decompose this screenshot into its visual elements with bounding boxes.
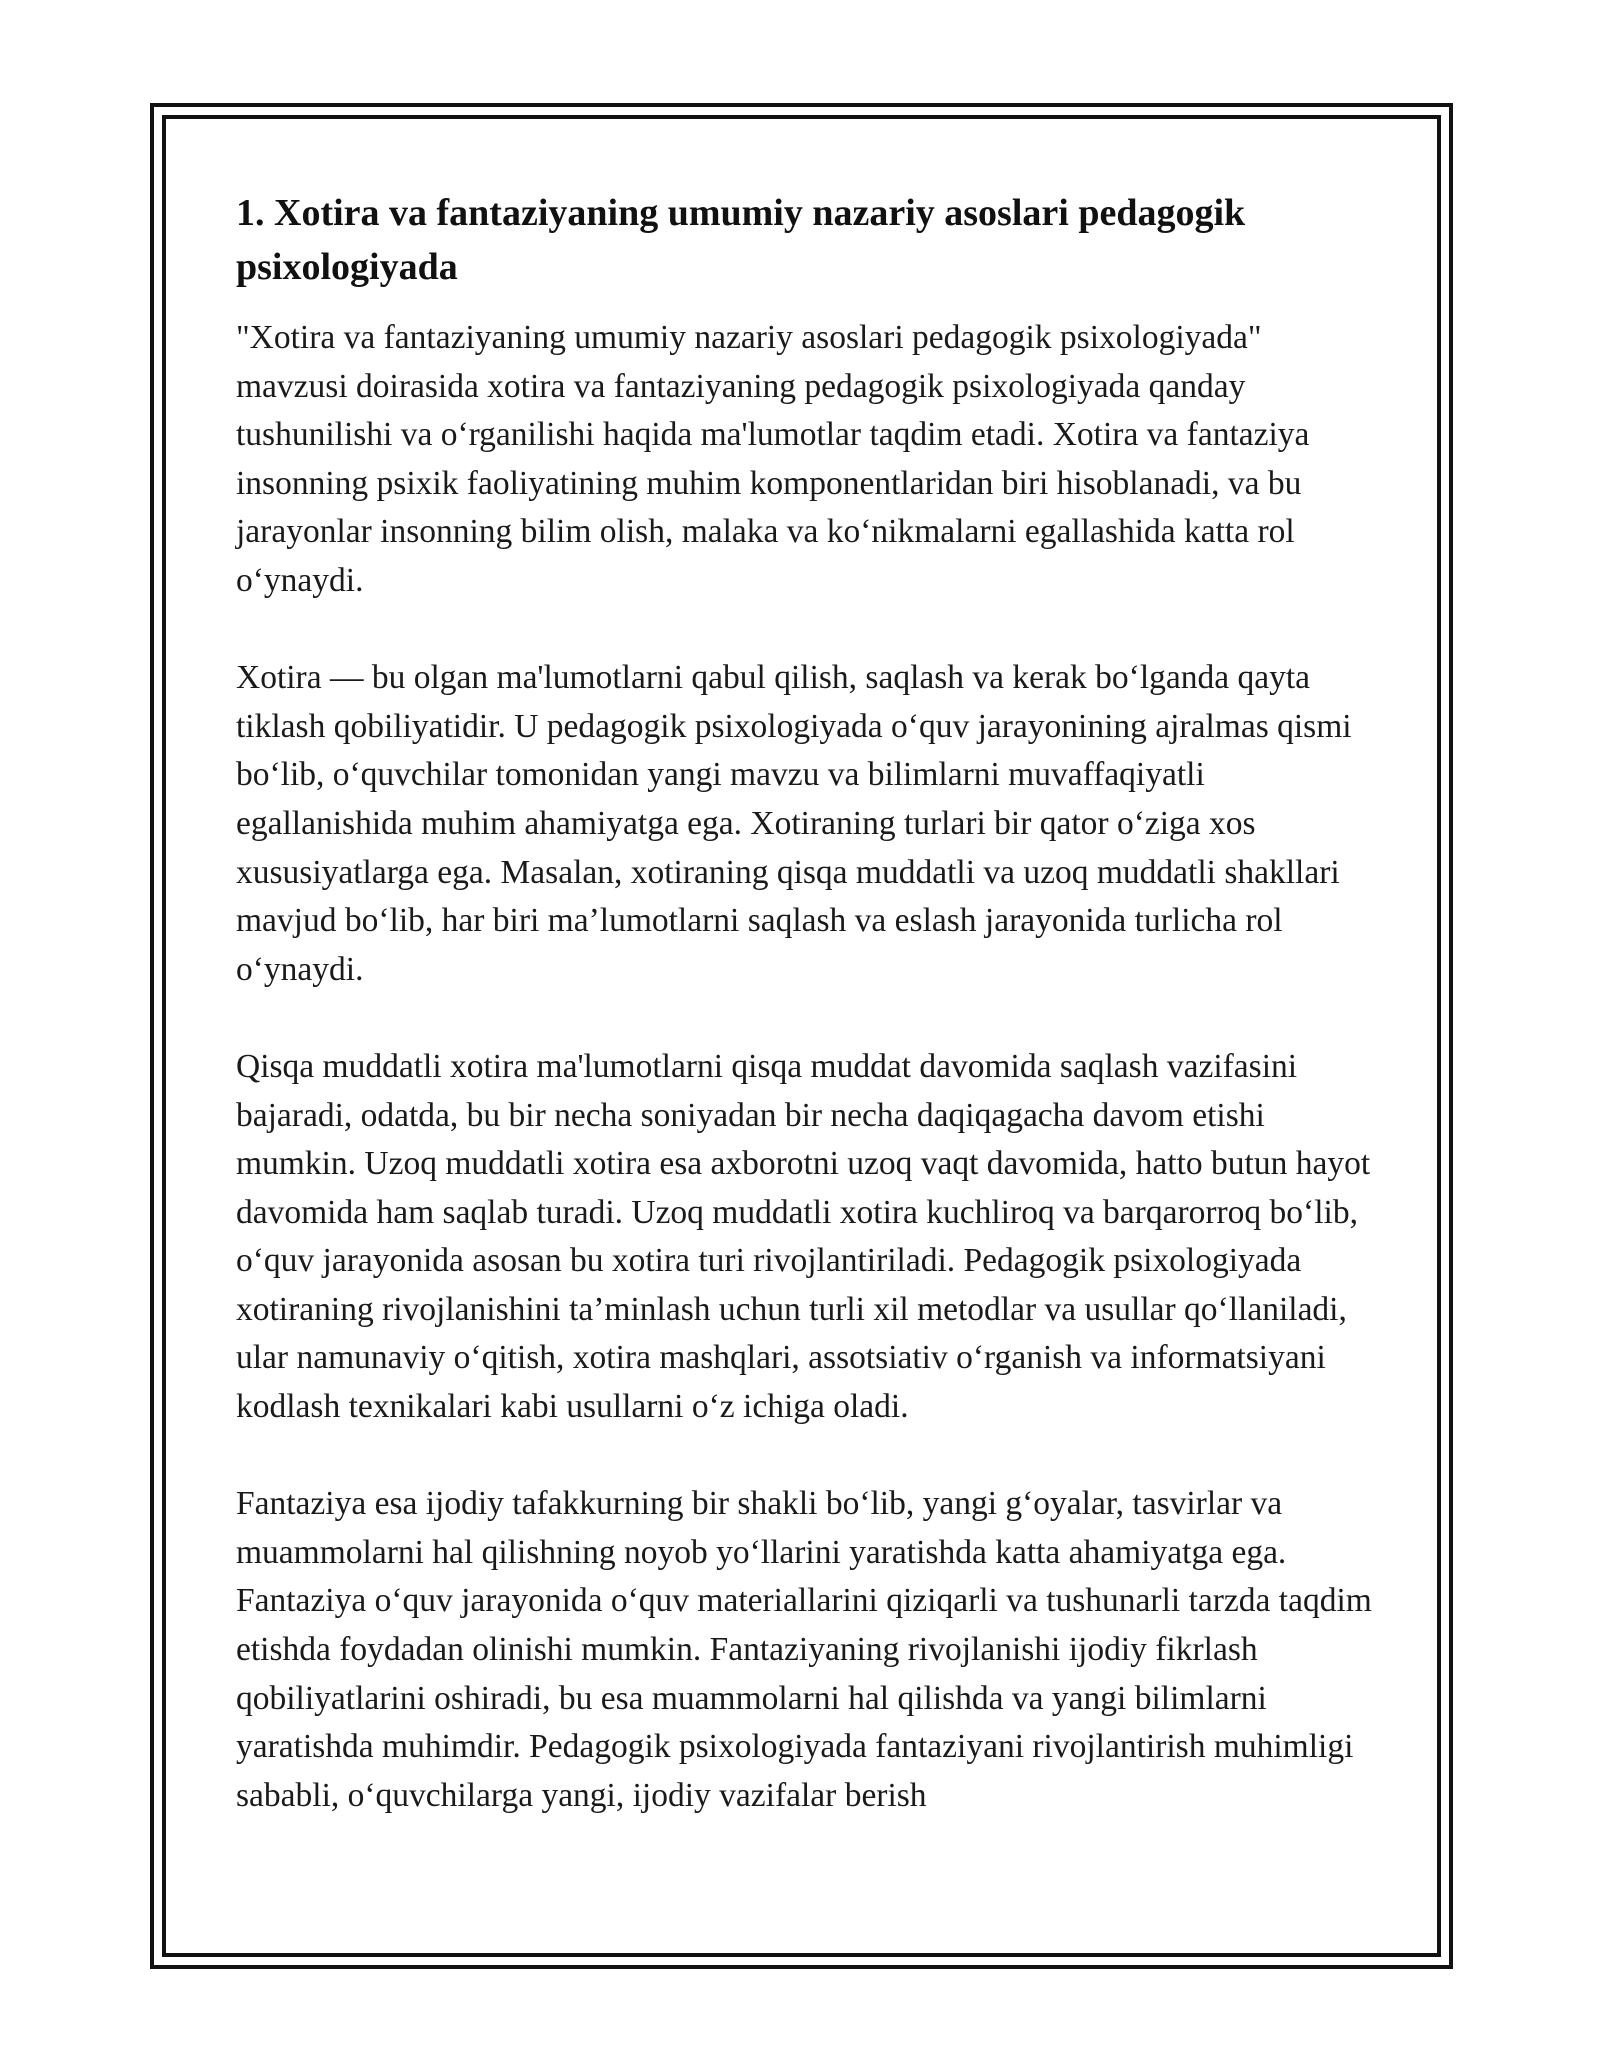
paragraph-memory-types: Qisqa muddatli xotira ma'lumotlarni qisqa muddat davomida saqlash vazifasini bajaradi, odatda, bu bir necha soniyadan bir necha daqiqagacha davom etishi mumkin. Uzoq muddatli xotira esa axborotni uzoq vaqt davomida, hatto butun hayot davomida ham saqlab turadi. Uzoq muddatli xotira kuchliroq va barqarorroq bo‘lib, o‘quv jarayonida asosan bu xotira turi rivojlantiriladi. Pedagogik psixologiyada xotiraning rivojlanishini ta’minlash uchun turli xil metodlar va usullar qo‘llaniladi, ular namunaviy o‘qitish, xotira mashqlari, assotsiativ o‘rganish va informatsiyani kodlash texnikalari kabi usullarni o‘z ichiga oladi.: [236, 1047, 1371, 1426]
paragraph-fantasy: Fantaziya esa ijodiy tafakkurning bir shakli bo‘lib, yangi g‘oyalar, tasvirlar va muammolarni hal qilishning noyob yo‘llarini yaratishda katta ahamiyatga ega. Fantaziya o‘quv jarayonida o‘quv materiallarini qiziqarli va tushunarli tarzda taqdim etishda foydadan olinishi mumkin. Fantaziyaning rivojlanishi ijodiy fikrlash qobiliyatlarini oshiradi, bu esa muammolarni hal qilishda va yangi bilimlarni yaratishda muhimdir. Pedagogik psixologiyada fantaziyani rivojlantirish muhimligi sababli, o‘quvchilarga yangi, ijodiy vazifalar berish: [236, 1485, 1372, 1814]
page-content: [236, 186, 1376, 1820]
section-heading: 1. Xotira va fantaziyaning umumiy nazariy asoslari pedagogik psixologiyada: [236, 192, 1246, 288]
paragraph-intro: "Xotira va fantaziyaning umumiy nazariy asoslari pedagogik psixologiyada" mavzusi doirasida xotira va fantaziyaning pedagogik psixologiyada qanday tushunilishi va o‘rganilishi haqida ma'lumotlar taqdim etadi. Xotira va fantaziya insonning psixik faoliyatining muhim komponentlaridan biri hisoblanadi, va bu jarayonlar insonning bilim olish, malaka va ko‘nikmalarni egallashida katta rol o‘ynaydi.: [236, 319, 1310, 599]
paragraph-memory-definition: Xotira — bu olgan ma'lumotlarni qabul qilish, saqlash va kerak bo‘lganda qayta tiklash qobiliyatidir. U pedagogik psixologiyada o‘quv jarayonining ajralmas qismi bo‘lib, o‘quvchilar tomonidan yangi mavzu va bilimlarni muvaffaqiyatli egallanishida muhim ahamiyatga ega. Xotiraning turlari bir qator o‘ziga xos xususiyatlarga ega. Masalan, xotiraning qisqa muddatli va uzoq muddatli shakllari mavjud bo‘lib, har biri ma’lumotlarni saqlash va eslash jarayonida turlicha rol o‘ynaydi.: [236, 659, 1352, 988]
